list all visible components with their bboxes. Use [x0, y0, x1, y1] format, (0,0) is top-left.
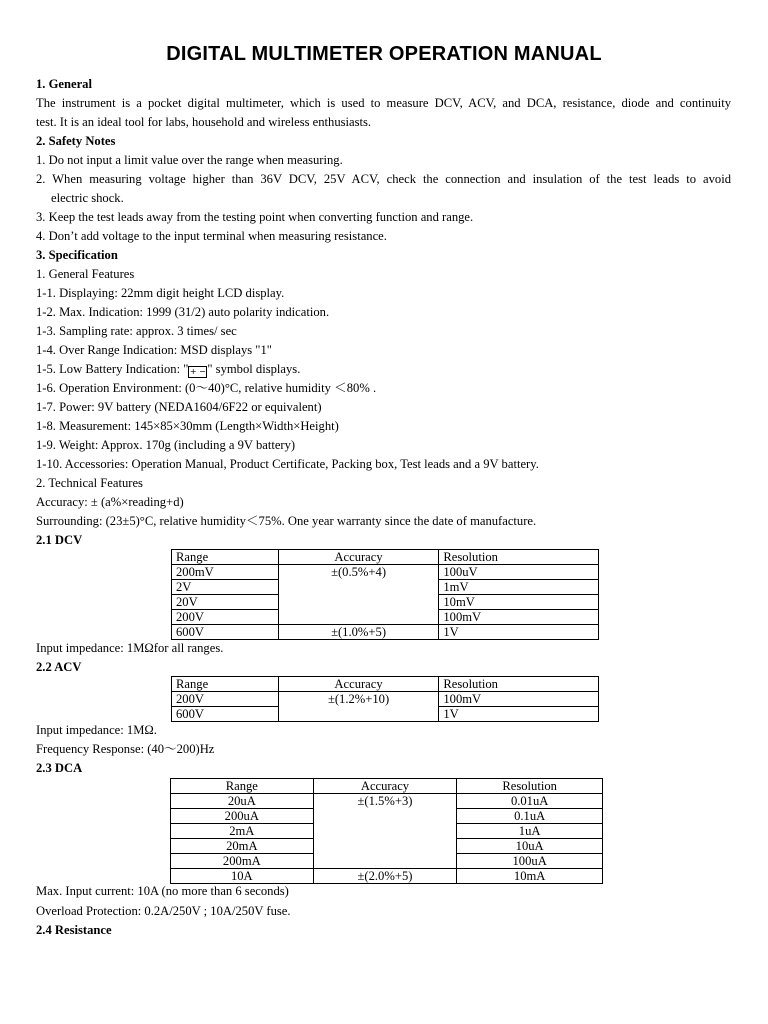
dca-overload-note: Overload Protection: 0.2A/250V ; 10A/250V fuse.: [36, 904, 291, 918]
range-cell: 10A: [171, 869, 314, 884]
dca-max-current-note: Max. Input current: 10A (no more than 6 seconds): [36, 884, 289, 898]
range-cell: 2mA: [171, 824, 314, 839]
range-cell: 20mA: [171, 839, 314, 854]
feature-1-9: 1-9. Weight: Approx. 170g (including a 9V battery): [36, 438, 296, 452]
resolution-cell: 100mV: [439, 692, 599, 707]
feature-1-8: 1-8. Measurement: 145×85×30mm (Length×Width×Height): [36, 419, 339, 433]
table-header-row: [172, 550, 599, 565]
accuracy-cell: [313, 839, 457, 854]
resolution-cell: 0.1uA: [457, 809, 603, 824]
header-cell: Accuracy: [313, 779, 457, 794]
resolution-cell: 10uA: [457, 839, 603, 854]
surrounding-conditions: Surrounding: (23±5)°C, relative humidity＜75%. One year warranty since the date of manufacture.: [36, 514, 537, 528]
accuracy-cell: ±(0.5%+4): [278, 565, 439, 580]
range-cell: 600V: [172, 625, 279, 640]
resolution-cell: 100uA: [457, 854, 603, 869]
safety-note-4: 4. Don’t add voltage to the input terminal when measuring resistance.: [36, 229, 387, 243]
resolution-cell: 1V: [439, 625, 599, 640]
accuracy-cell: [313, 824, 457, 839]
acv-table: [171, 676, 599, 722]
safety-note-3: 3. Keep the test leads away from the testing point when converting function and range.: [36, 210, 474, 224]
table-row: [171, 839, 603, 854]
specification-heading: 3. Specification: [36, 248, 118, 262]
table-header-row: [172, 677, 599, 692]
table-row: [171, 854, 603, 869]
range-cell: 2V: [172, 580, 279, 595]
range-cell: 200mA: [171, 854, 314, 869]
table-row: [171, 869, 603, 884]
range-cell: 200mV: [172, 565, 279, 580]
header-cell: Accuracy: [278, 677, 439, 692]
header-cell: Resolution: [457, 779, 603, 794]
table-row: [171, 809, 603, 824]
header-cell: Range: [172, 677, 279, 692]
general-features-heading: 1. General Features: [36, 267, 135, 281]
header-cell: Range: [172, 550, 279, 565]
feature-1-7: 1-7. Power: 9V battery (NEDA1604/6F22 or equivalent): [36, 400, 322, 414]
resolution-cell: 10mA: [457, 869, 603, 884]
feature-1-5-suffix: " symbol displays.: [207, 362, 301, 376]
accuracy-cell: ±(1.5%+3): [313, 794, 457, 809]
table-row: [172, 610, 599, 625]
resolution-cell: 100mV: [439, 610, 599, 625]
table-row: [172, 707, 599, 722]
dcv-table: [171, 549, 599, 640]
acv-heading: 2.2 ACV: [36, 660, 82, 674]
page-title: DIGITAL MULTIMETER OPERATION MANUAL: [166, 43, 602, 65]
resistance-heading: 2.4 Resistance: [36, 923, 112, 937]
feature-1-2: 1-2. Max. Indication: 1999 (31/2) auto polarity indication.: [36, 305, 330, 319]
dca-heading: 2.3 DCA: [36, 761, 83, 775]
general-text-line-1: The instrument is a pocket digital multimeter, which is used to measure DCV, ACV, and DCA, resistance, diode and continuity: [36, 96, 731, 110]
range-cell: 600V: [172, 707, 279, 722]
safety-heading: 2. Safety Notes: [36, 134, 116, 148]
table-row: [172, 580, 599, 595]
general-text-line-2: test. It is an ideal tool for labs, household and wireless enthusiasts.: [36, 115, 372, 129]
feature-1-6: 1-6. Operation Environment: (0～40)°C, relative humidity ＜80% .: [36, 381, 377, 395]
range-cell: 20uA: [171, 794, 314, 809]
range-cell: 20V: [172, 595, 279, 610]
resolution-cell: 1uA: [457, 824, 603, 839]
header-cell: Resolution: [439, 550, 599, 565]
feature-1-3: 1-3. Sampling rate: approx. 3 times/ sec: [36, 324, 237, 338]
accuracy-cell: [313, 809, 457, 824]
accuracy-cell: ±(2.0%+5): [313, 869, 457, 884]
range-cell: 200V: [172, 610, 279, 625]
feature-1-4: 1-4. Over Range Indication: MSD displays "1": [36, 343, 272, 357]
safety-note-2-cont: electric shock.: [51, 191, 124, 205]
table-row: [172, 595, 599, 610]
range-cell: 200uA: [171, 809, 314, 824]
accuracy-cell: [313, 854, 457, 869]
resolution-cell: 0.01uA: [457, 794, 603, 809]
feature-1-10: 1-10. Accessories: Operation Manual, Product Certificate, Packing box, Test leads and a 9V battery.: [36, 457, 539, 471]
accuracy-formula: Accuracy: ± (a%×reading+d): [36, 495, 184, 509]
resolution-cell: 100uV: [439, 565, 599, 580]
header-cell: Resolution: [439, 677, 599, 692]
safety-note-1: 1. Do not input a limit value over the range when measuring.: [36, 153, 343, 167]
table-row: [171, 824, 603, 839]
dca-table: [170, 778, 603, 884]
general-heading: 1. General: [36, 77, 92, 91]
dcv-impedance-note: Input impedance: 1MΩfor all ranges.: [36, 641, 224, 655]
feature-1-5-prefix: 1-5. Low Battery Indication: ": [36, 362, 189, 376]
accuracy-cell: [278, 610, 439, 625]
accuracy-cell: [278, 595, 439, 610]
header-cell: Range: [171, 779, 314, 794]
technical-features-heading: 2. Technical Features: [36, 476, 143, 490]
table-row: [172, 565, 599, 580]
resolution-cell: 10mV: [439, 595, 599, 610]
safety-note-2: 2. When measuring voltage higher than 36V DCV, 25V ACV, check the connection and insulation of the test leads to avoid: [36, 172, 731, 186]
feature-1-1: 1-1. Displaying: 22mm digit height LCD display.: [36, 286, 285, 300]
resolution-cell: 1V: [439, 707, 599, 722]
acv-impedance-note: Input impedance: 1MΩ.: [36, 723, 157, 737]
table-header-row: [171, 779, 603, 794]
accuracy-cell: [278, 580, 439, 595]
resolution-cell: 1mV: [439, 580, 599, 595]
battery-icon: + −: [189, 367, 206, 376]
dcv-heading: 2.1 DCV: [36, 533, 83, 547]
acv-frequency-note: Frequency Response: (40～200)Hz: [36, 742, 215, 756]
range-cell: 200V: [172, 692, 279, 707]
header-cell: Accuracy: [278, 550, 439, 565]
accuracy-cell: [278, 707, 439, 722]
table-row: [172, 625, 599, 640]
table-row: [172, 692, 599, 707]
feature-1-5: [36, 361, 300, 378]
table-row: [171, 794, 603, 809]
accuracy-cell: ±(1.2%+10): [278, 692, 439, 707]
accuracy-cell: ±(1.0%+5): [278, 625, 439, 640]
